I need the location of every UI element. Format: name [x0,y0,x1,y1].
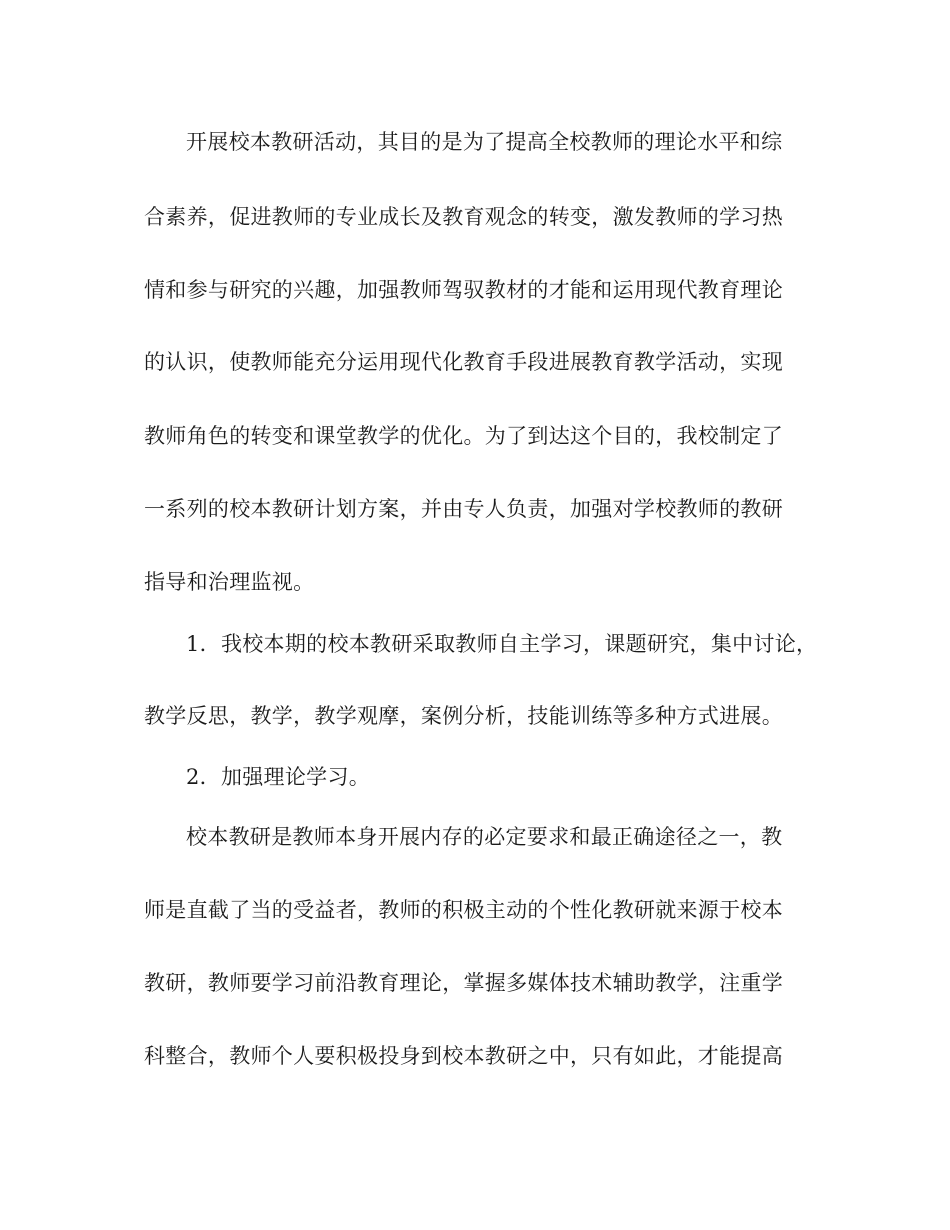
paragraph-4-line-1: 校本教研是教师本身开展内存的必定要求和最正确途径之一，教 [186,825,783,849]
paragraph-2-line-2: 教学反思，教学，教学观摩，案例分析，技能训练等多种方式进展。 [144,704,783,728]
paragraph-1-line-6: 一系列的校本教研计划方案，并由专人负责，加强对学校教师的教研 [144,497,783,521]
paragraph-4-line-2: 师是直截了当的受益者，教师的积极主动的个性化教研就来源于校本 [144,898,783,922]
paragraph-1-line-1: 开展校本教研活动，其目的是为了提高全校教师的理论水平和综 [186,130,783,154]
paragraph-4-line-3: 教研，教师要学习前沿教育理论，掌握多媒体技术辅助教学，注重学 [144,971,783,995]
paragraph-3-line-1: 2．加强理论学习。 [186,765,371,789]
paragraph-1-line-7: 指导和治理监视。 [144,570,315,594]
paragraph-4-line-4: 科整合，教师个人要积极投身到校本教研之中，只有如此，才能提高 [144,1044,783,1068]
paragraph-2-line-1: 1．我校本期的校本教研采取教师自主学习，课题研究，集中讨论， [186,632,818,656]
paragraph-1-line-5: 教师角色的转变和课堂教学的优化。为了到达这个目的，我校制定了 [144,424,783,448]
paragraph-1-line-3: 情和参与研究的兴趣，加强教师驾驭教材的才能和运用现代教育理论 [144,278,783,302]
paragraph-1-line-2: 合素养，促进教师的专业成长及教育观念的转变，激发教师的学习热 [144,205,783,229]
paragraph-1-line-4: 的认识，使教师能充分运用现代化教育手段进展教育教学活动，实现 [144,350,783,374]
